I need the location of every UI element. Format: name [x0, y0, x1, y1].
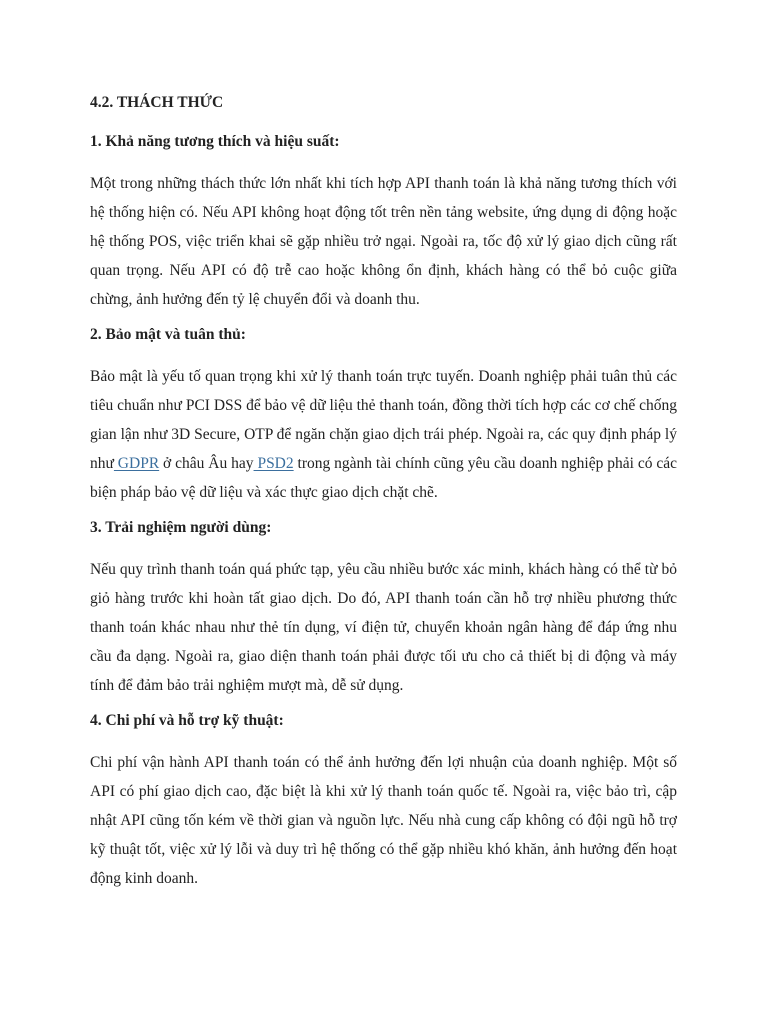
gdpr-link[interactable]: GDPR	[113, 455, 160, 472]
section-3-paragraph: Nếu quy trình thanh toán quá phức tạp, yêu cầu nhiều bước xác minh, khách hàng có thể từ bỏ giỏ hàng trước khi hoàn tất giao dịch. Do đó, API thanh toán cần hỗ trợ nhiều phương thức thanh toán khác nhau như thẻ tín dụng, ví điện tử, chuyển khoản ngân hàng để đáp ứng nhu cầu đa dạng. Ngoài ra, giao diện thanh toán phải được tối ưu cho cả thiết bị di động và máy tính để đảm bảo trải nghiệm mượt mà, dễ sử dụng.	[90, 561, 677, 694]
section-2-paragraph	[90, 362, 677, 507]
document-page	[90, 91, 677, 902]
section-2-text-3: ở châu Âu hay	[159, 455, 254, 472]
pci-dss-text: PCI DSS	[181, 397, 243, 414]
section-2-text-2: để bảo vệ dữ liệu thẻ thanh toán, đồng thời tích hợp các cơ chế chống gian lận như 3D Secure, OTP để ngăn chặn giao dịch trái phép. Ngoài ra, các quy định pháp lý như	[90, 397, 677, 472]
section-2-text-4: trong ngành tài chính cũng yêu cầu doanh nghiệp phải có các biện pháp bảo vệ dữ liệu và xác thực giao dịch chặt chẽ.	[90, 455, 677, 501]
section-3-heading: 3. Trải nghiệm người dùng:	[90, 519, 272, 536]
section-4-paragraph: Chi phí vận hành API thanh toán có thể ảnh hưởng đến lợi nhuận của doanh nghiệp. Một số API có phí giao dịch cao, đặc biệt là khi xử lý thanh toán quốc tế. Ngoài ra, việc bảo trì, cập nhật API cũng tốn kém về thời gian và nguồn lực. Nếu nhà cung cấp không có đội ngũ hỗ trợ kỹ thuật tốt, việc xử lý lỗi và duy trì hệ thống có thể gặp nhiều khó khăn, ảnh hưởng đến hoạt động kinh doanh.	[90, 754, 677, 887]
section-2-heading: 2. Bảo mật và tuân thủ:	[90, 326, 246, 343]
section-1-heading: 1. Khả năng tương thích và hiệu suất:	[90, 133, 340, 150]
psd2-link[interactable]: PSD2	[253, 455, 294, 472]
section-1-paragraph: Một trong những thách thức lớn nhất khi tích hợp API thanh toán là khả năng tương thích với hệ thống hiện có. Nếu API không hoạt động tốt trên nền tảng website, ứng dụng di động hoặc hệ thống POS, việc triển khai sẽ gặp nhiều trở ngại. Ngoài ra, tốc độ xử lý giao dịch cũng rất quan trọng. Nếu API có độ trễ cao hoặc không ổn định, khách hàng có thể bỏ cuộc giữa chừng, ảnh hưởng đến tỷ lệ chuyển đổi và doanh thu.	[90, 175, 677, 308]
section-2-text-1: Bảo mật là yếu tố quan trọng khi xử lý thanh toán trực tuyến. Doanh nghiệp phải tuân thủ các tiêu chuẩn như	[90, 368, 677, 414]
section-4-heading: 4. Chi phí và hỗ trợ kỹ thuật:	[90, 712, 284, 729]
section-title: 4.2. THÁCH THỨC	[90, 94, 224, 111]
